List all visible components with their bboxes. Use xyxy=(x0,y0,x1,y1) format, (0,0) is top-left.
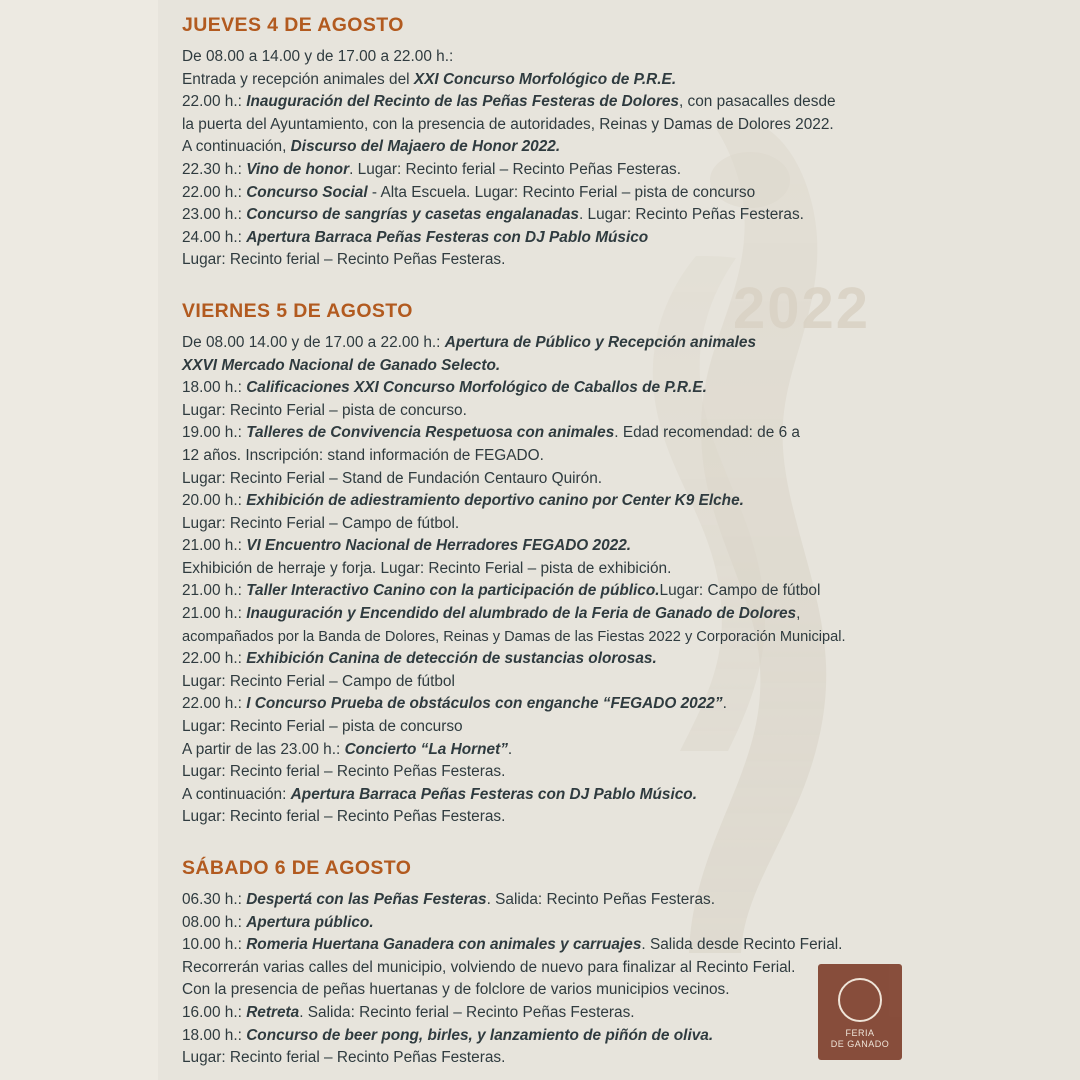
schedule-text: Apertura de Público y Recepción animales xyxy=(444,333,757,351)
schedule-text: . xyxy=(722,695,727,713)
schedule-text: Romeria Huertana Ganadera con animales y carruajes xyxy=(246,936,642,954)
schedule-text: . xyxy=(507,740,513,758)
schedule-line xyxy=(182,934,942,957)
schedule-line xyxy=(182,355,942,378)
schedule-text: 12 años. Inscripción: stand información de FEGADO. xyxy=(182,446,544,464)
schedule-text: 21.00 h.: xyxy=(182,537,247,555)
schedule-text: 16.00 h.: xyxy=(182,1003,247,1021)
schedule-text: I Concurso Prueba de obstáculos con enganche “FEGADO 2022” xyxy=(246,695,723,713)
schedule-text: 24.00 h.: xyxy=(182,228,247,246)
schedule-text: 06.30 h.: xyxy=(182,891,247,908)
schedule-text: 10.00 h.: xyxy=(182,936,247,954)
schedule-text: Inauguración y Encendido del alumbrado de la Feria de Ganado de Dolores xyxy=(246,605,797,623)
schedule-text: De 08.00 a 14.00 y de 17.00 a 22.00 h.: xyxy=(182,48,454,65)
schedule-text: Exhibición de adiestramiento deportivo canino por Center K9 Elche. xyxy=(246,492,744,510)
schedule-text: 19.00 h.: xyxy=(182,424,247,442)
schedule-text: Concurso Social xyxy=(246,183,368,201)
schedule-line xyxy=(182,204,942,227)
schedule-line xyxy=(182,739,942,762)
day-title: VIERNES 5 DE AGOSTO xyxy=(182,299,413,322)
left-margin-band xyxy=(0,0,158,1080)
schedule-line xyxy=(182,400,942,423)
schedule-text: , xyxy=(796,605,801,623)
schedule-text: A continuación: xyxy=(182,785,291,803)
schedule-text: Exhibición Canina de detección de sustancias olorosas. xyxy=(246,650,657,668)
schedule-text: Taller Interactivo Canino con la participación de público. xyxy=(246,582,660,600)
schedule-text: Lugar: Recinto Ferial – Stand de Fundación Centauro Quirón. xyxy=(182,469,603,487)
schedule-text: acompañados por la Banda de Dolores, Reinas y Damas de las Fiestas 2022 y Corporación Municipal. xyxy=(182,628,846,645)
schedule-text: Lugar: Recinto ferial – Recinto Peñas Festeras. xyxy=(182,251,506,269)
schedule-text: Lugar: Recinto Ferial – pista de concurso. xyxy=(182,401,467,419)
schedule-line xyxy=(182,580,942,603)
schedule-text: Retreta xyxy=(246,1003,300,1021)
schedule-text: 22.00 h.: xyxy=(182,93,247,111)
schedule-text: Lugar: Recinto Ferial – pista de concurso xyxy=(182,718,463,736)
schedule-text: 18.00 h.: xyxy=(182,1026,247,1044)
schedule-text: VI Encuentro Nacional de Herradores FEGADO 2022. xyxy=(246,537,632,555)
day-block xyxy=(182,857,942,1070)
schedule-line xyxy=(182,1025,942,1048)
schedule-text: Entrada y recepción animales del xyxy=(182,70,414,88)
schedule-text: Lugar: Recinto Ferial – Campo de fútbol. xyxy=(182,514,460,532)
schedule-text: A continuación, xyxy=(182,138,291,156)
schedule-text: Lugar: Recinto ferial – Recinto Peñas Festeras. xyxy=(182,808,506,826)
schedule-line xyxy=(182,445,942,468)
schedule-text: . Lugar: Recinto ferial – Recinto Peñas Festeras. xyxy=(349,160,681,178)
schedule-text: Despertá con las Peñas Festeras xyxy=(246,891,487,908)
schedule-text: la puerta del Ayuntamiento, con la presencia de autoridades, Reinas y Damas de Dolores 2022. xyxy=(182,115,834,133)
day-block xyxy=(182,14,942,272)
watermark-year: 2022 xyxy=(732,276,870,341)
schedule-line xyxy=(182,979,942,1002)
schedule-line xyxy=(182,912,942,935)
schedule-text: Inauguración del Recinto de las Peñas Festeras de Dolores xyxy=(246,93,679,111)
schedule-line xyxy=(182,761,942,784)
schedule-text: Concierto “La Hornet” xyxy=(344,740,508,758)
schedule-line xyxy=(182,784,942,807)
schedule-text: 22.30 h.: xyxy=(182,160,247,178)
schedule-text: Recorrerán varias calles del municipio, volviendo de nuevo para finalizar al Recinto Ferial. xyxy=(182,958,796,976)
schedule-text: 18.00 h.: xyxy=(182,379,247,397)
schedule-text: XXI Concurso Morfológico de P.R.E. xyxy=(413,70,677,88)
schedule-line xyxy=(182,468,942,491)
schedule-text: A partir de las 23.00 h.: xyxy=(182,740,345,758)
schedule-text: Concurso de sangrías y casetas engalanadas xyxy=(246,206,579,224)
schedule-text: 21.00 h.: xyxy=(182,582,247,600)
schedule-text: Vino de honor xyxy=(246,160,350,178)
schedule-line xyxy=(182,806,942,829)
schedule-line xyxy=(182,332,942,355)
schedule-line xyxy=(182,227,942,250)
schedule-text: Discurso del Majaero de Honor 2022. xyxy=(290,138,561,156)
badge-line-2: DE GANADO xyxy=(830,1039,890,1049)
schedule-content xyxy=(182,0,942,1070)
schedule-text: 22.00 h.: xyxy=(182,183,247,201)
schedule-line xyxy=(182,535,942,558)
schedule-line xyxy=(182,490,942,513)
schedule-line xyxy=(182,513,942,536)
schedule-line xyxy=(182,671,942,694)
day-title: SÁBADO 6 DE AGOSTO xyxy=(182,857,412,879)
badge-line-1: FERIA xyxy=(845,1028,875,1038)
schedule-line xyxy=(182,693,942,716)
schedule-text: 22.00 h.: xyxy=(182,695,247,713)
schedule-text: . Edad recomendad: de 6 a xyxy=(614,424,800,442)
schedule-line xyxy=(182,648,942,671)
schedule-line xyxy=(182,114,942,137)
schedule-line xyxy=(182,136,942,159)
schedule-line xyxy=(182,182,942,205)
schedule-text: . Salida: Recinto Peñas Festeras. xyxy=(486,891,715,908)
schedule-line xyxy=(182,626,942,649)
schedule-line xyxy=(182,716,942,739)
schedule-line xyxy=(182,558,942,581)
schedule-text: Concurso de beer pong, birles, y lanzamiento de piñón de oliva. xyxy=(246,1026,714,1044)
schedule-line xyxy=(182,377,942,400)
schedule-text: - Alta Escuela. Lugar: Recinto Ferial – pista de concurso xyxy=(367,183,756,201)
schedule-text: Apertura Barraca Peñas Festeras con DJ Pablo Músico xyxy=(246,228,649,246)
schedule-line xyxy=(182,422,942,445)
schedule-text: Lugar: Recinto ferial – Recinto Peñas Festeras. xyxy=(182,763,506,781)
schedule-line xyxy=(182,957,942,980)
schedule-text: 21.00 h.: xyxy=(182,605,247,623)
schedule-line xyxy=(182,249,942,272)
schedule-line xyxy=(182,1002,942,1025)
schedule-text: Lugar: Recinto ferial – Recinto Peñas Festeras. xyxy=(182,1049,506,1067)
schedule-text: , con pasacalles desde xyxy=(678,93,836,111)
schedule-text: 08.00 h.: xyxy=(182,913,247,931)
day-block xyxy=(182,300,942,829)
schedule-line xyxy=(182,91,942,114)
schedule-text: Con la presencia de peñas huertanas y de folclore de varios municipios vecinos. xyxy=(182,981,730,999)
schedule-text: Lugar: Recinto Ferial – Campo de fútbol xyxy=(182,672,455,690)
schedule-line xyxy=(182,603,942,626)
schedule-line xyxy=(182,889,942,912)
schedule-text: Exhibición de herraje y forja. Lugar: Recinto Ferial – pista de exhibición. xyxy=(182,559,672,577)
schedule-text: 20.00 h.: xyxy=(182,492,247,510)
schedule-text: . Salida: Recinto ferial – Recinto Peñas Festeras. xyxy=(299,1003,635,1021)
schedule-text: . Lugar: Recinto Peñas Festeras. xyxy=(578,206,804,224)
schedule-text: Calificaciones XXI Concurso Morfológico de Caballos de P.R.E. xyxy=(246,379,707,397)
schedule-text: Apertura Barraca Peñas Festeras con DJ Pablo Músico. xyxy=(290,785,697,803)
schedule-line xyxy=(182,1047,942,1070)
schedule-text: 23.00 h.: xyxy=(182,206,247,224)
schedule-line xyxy=(182,69,942,92)
schedule-line xyxy=(182,159,942,182)
schedule-line xyxy=(182,46,942,69)
schedule-text: De 08.00 14.00 y de 17.00 a 22.00 h.: xyxy=(182,333,445,351)
day-title: JUEVES 4 DE AGOSTO xyxy=(182,14,404,36)
schedule-text: Apertura público. xyxy=(246,913,374,931)
schedule-text: 22.00 h.: xyxy=(182,650,247,668)
schedule-text: . Salida desde Recinto Ferial. xyxy=(641,936,843,954)
schedule-text: XXVI Mercado Nacional de Ganado Selecto. xyxy=(182,356,501,374)
schedule-text: Lugar: Campo de fútbol xyxy=(659,582,821,600)
schedule-text: Talleres de Convivencia Respetuosa con animales xyxy=(246,424,615,442)
